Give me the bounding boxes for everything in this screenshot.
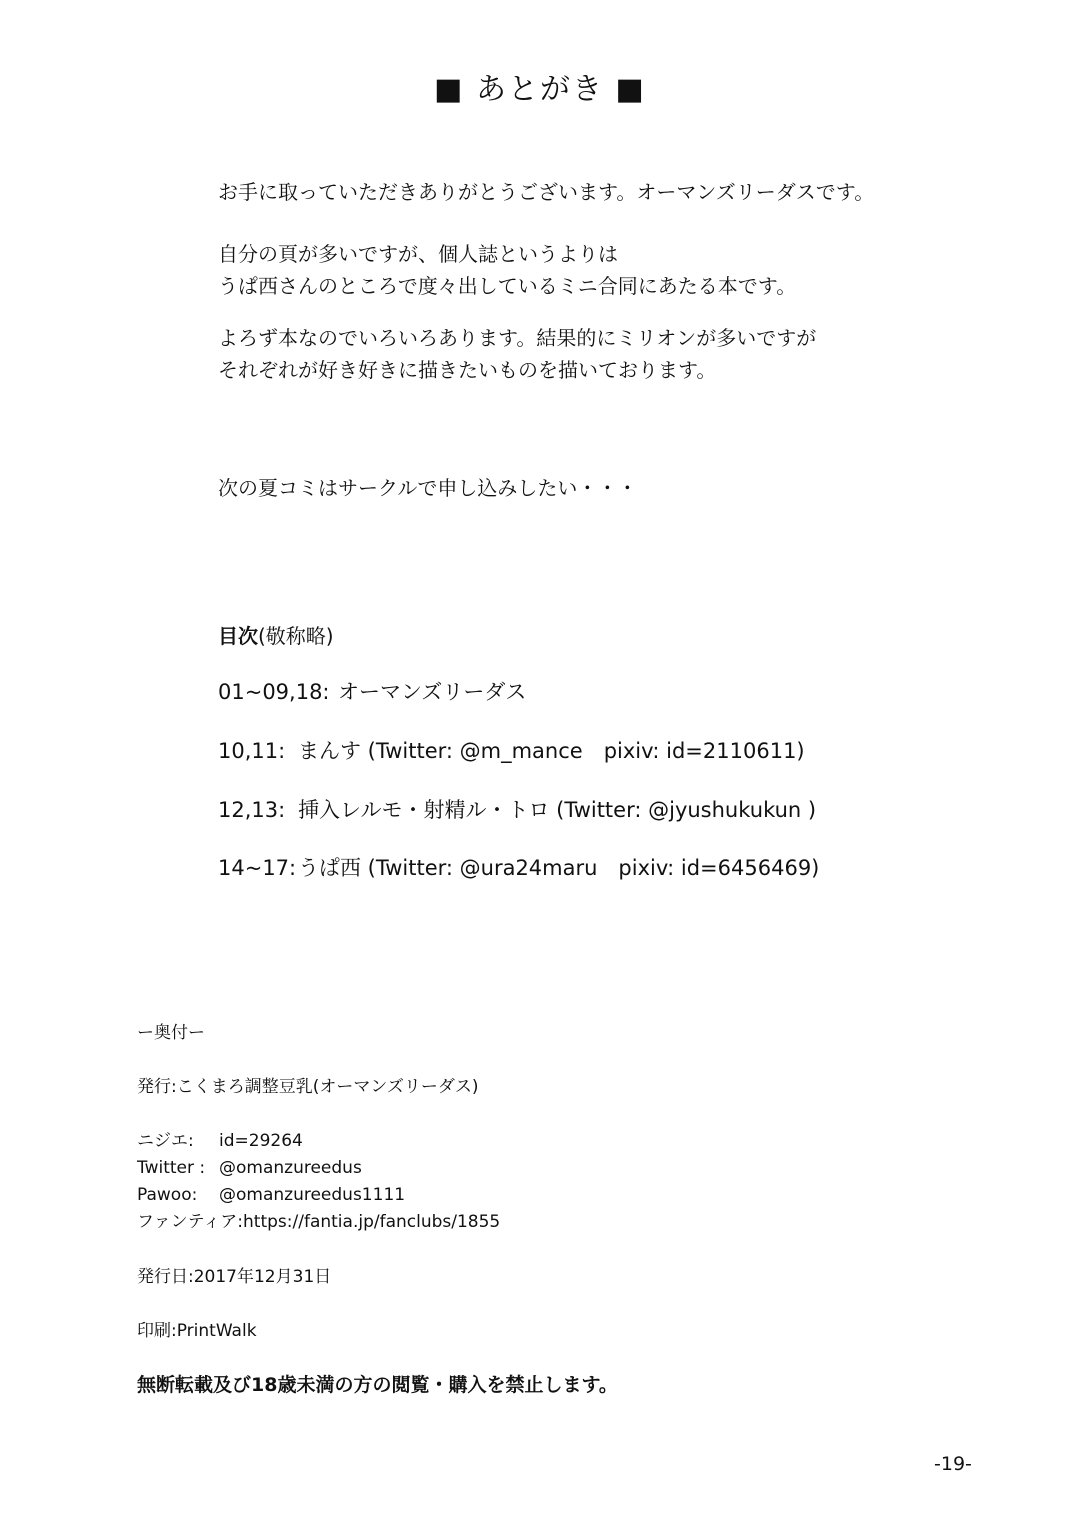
contact-value: id=29264 [219, 1131, 303, 1151]
contact-label: ニジエ: [137, 1131, 194, 1151]
reproduction-warning: 無断転載及び18歳未満の方の閲覧・購入を禁止します。 [137, 1374, 618, 1396]
toc-heading [218, 620, 334, 652]
contact-label: Pawoo: [137, 1185, 198, 1205]
contact-value: @omanzureedus1111 [219, 1185, 406, 1205]
colophon-heading: ー奥付ー [137, 1023, 205, 1043]
toc-author: 挿入レルモ・射精ル・トロ (Twitter: @jyushukukun ) [298, 798, 817, 822]
contact-value: @omanzureedus [219, 1158, 362, 1178]
contact-nijie [137, 1128, 303, 1155]
afterword-title: ■ あとがき ■ [434, 72, 646, 107]
paragraph-line: 自分の頁が多いですが、個人誌というよりは [218, 242, 618, 266]
contact-pawoo [137, 1182, 405, 1209]
publish-date: 発行日:2017年12月31日 [137, 1267, 332, 1287]
toc-author: オーマンズリーダス [338, 680, 527, 704]
paragraph-line: お手に取っていただきありがとうございます。オーマンズリーダスです。 [218, 180, 875, 204]
next-event-paragraph [218, 472, 637, 504]
toc-entry [218, 735, 805, 767]
printer-line: 印刷:PrintWalk [137, 1321, 257, 1341]
contact-label: Twitter : [137, 1158, 206, 1178]
toc-entry [218, 794, 816, 826]
toc-pages: 14~17: [218, 856, 297, 880]
toc-pages: 12,13: [218, 798, 286, 822]
toc-pages: 10,11: [218, 739, 286, 763]
toc-heading-note: (敬称略) [258, 624, 334, 648]
toc-heading-main: 目次 [218, 624, 258, 648]
contact-twitter [137, 1155, 362, 1182]
toc-entry [218, 852, 819, 884]
toc-author: うぱ西 (Twitter: @ura24maru pixiv: id=6456469) [298, 856, 820, 880]
thanks-paragraph [218, 176, 874, 208]
paragraph-line: うぱ西さんのところで度々出しているミニ合同にあたる本です。 [218, 274, 797, 298]
paragraph-line: 次の夏コミはサークルで申し込みしたい・・・ [218, 476, 638, 500]
paragraph-line: それぞれが好き好きに描きたいものを描いております。 [218, 358, 717, 382]
contact-fantia: ファンティア:https://fantia.jp/fanclubs/1855 [137, 1212, 501, 1232]
book-description-paragraph [218, 238, 796, 302]
toc-author: まんす (Twitter: @m_mance pixiv: id=2110611) [298, 739, 805, 763]
toc-pages: 01~09,18: [218, 680, 330, 704]
toc-entry [218, 676, 526, 708]
page-number: -19- [934, 1453, 972, 1475]
publisher-line: 発行:こくまろ調整豆乳(オーマンズリーダス) [137, 1077, 479, 1097]
contents-description-paragraph [218, 322, 816, 386]
paragraph-line: よろず本なのでいろいろあります。結果的にミリオンが多いですが [218, 326, 817, 350]
